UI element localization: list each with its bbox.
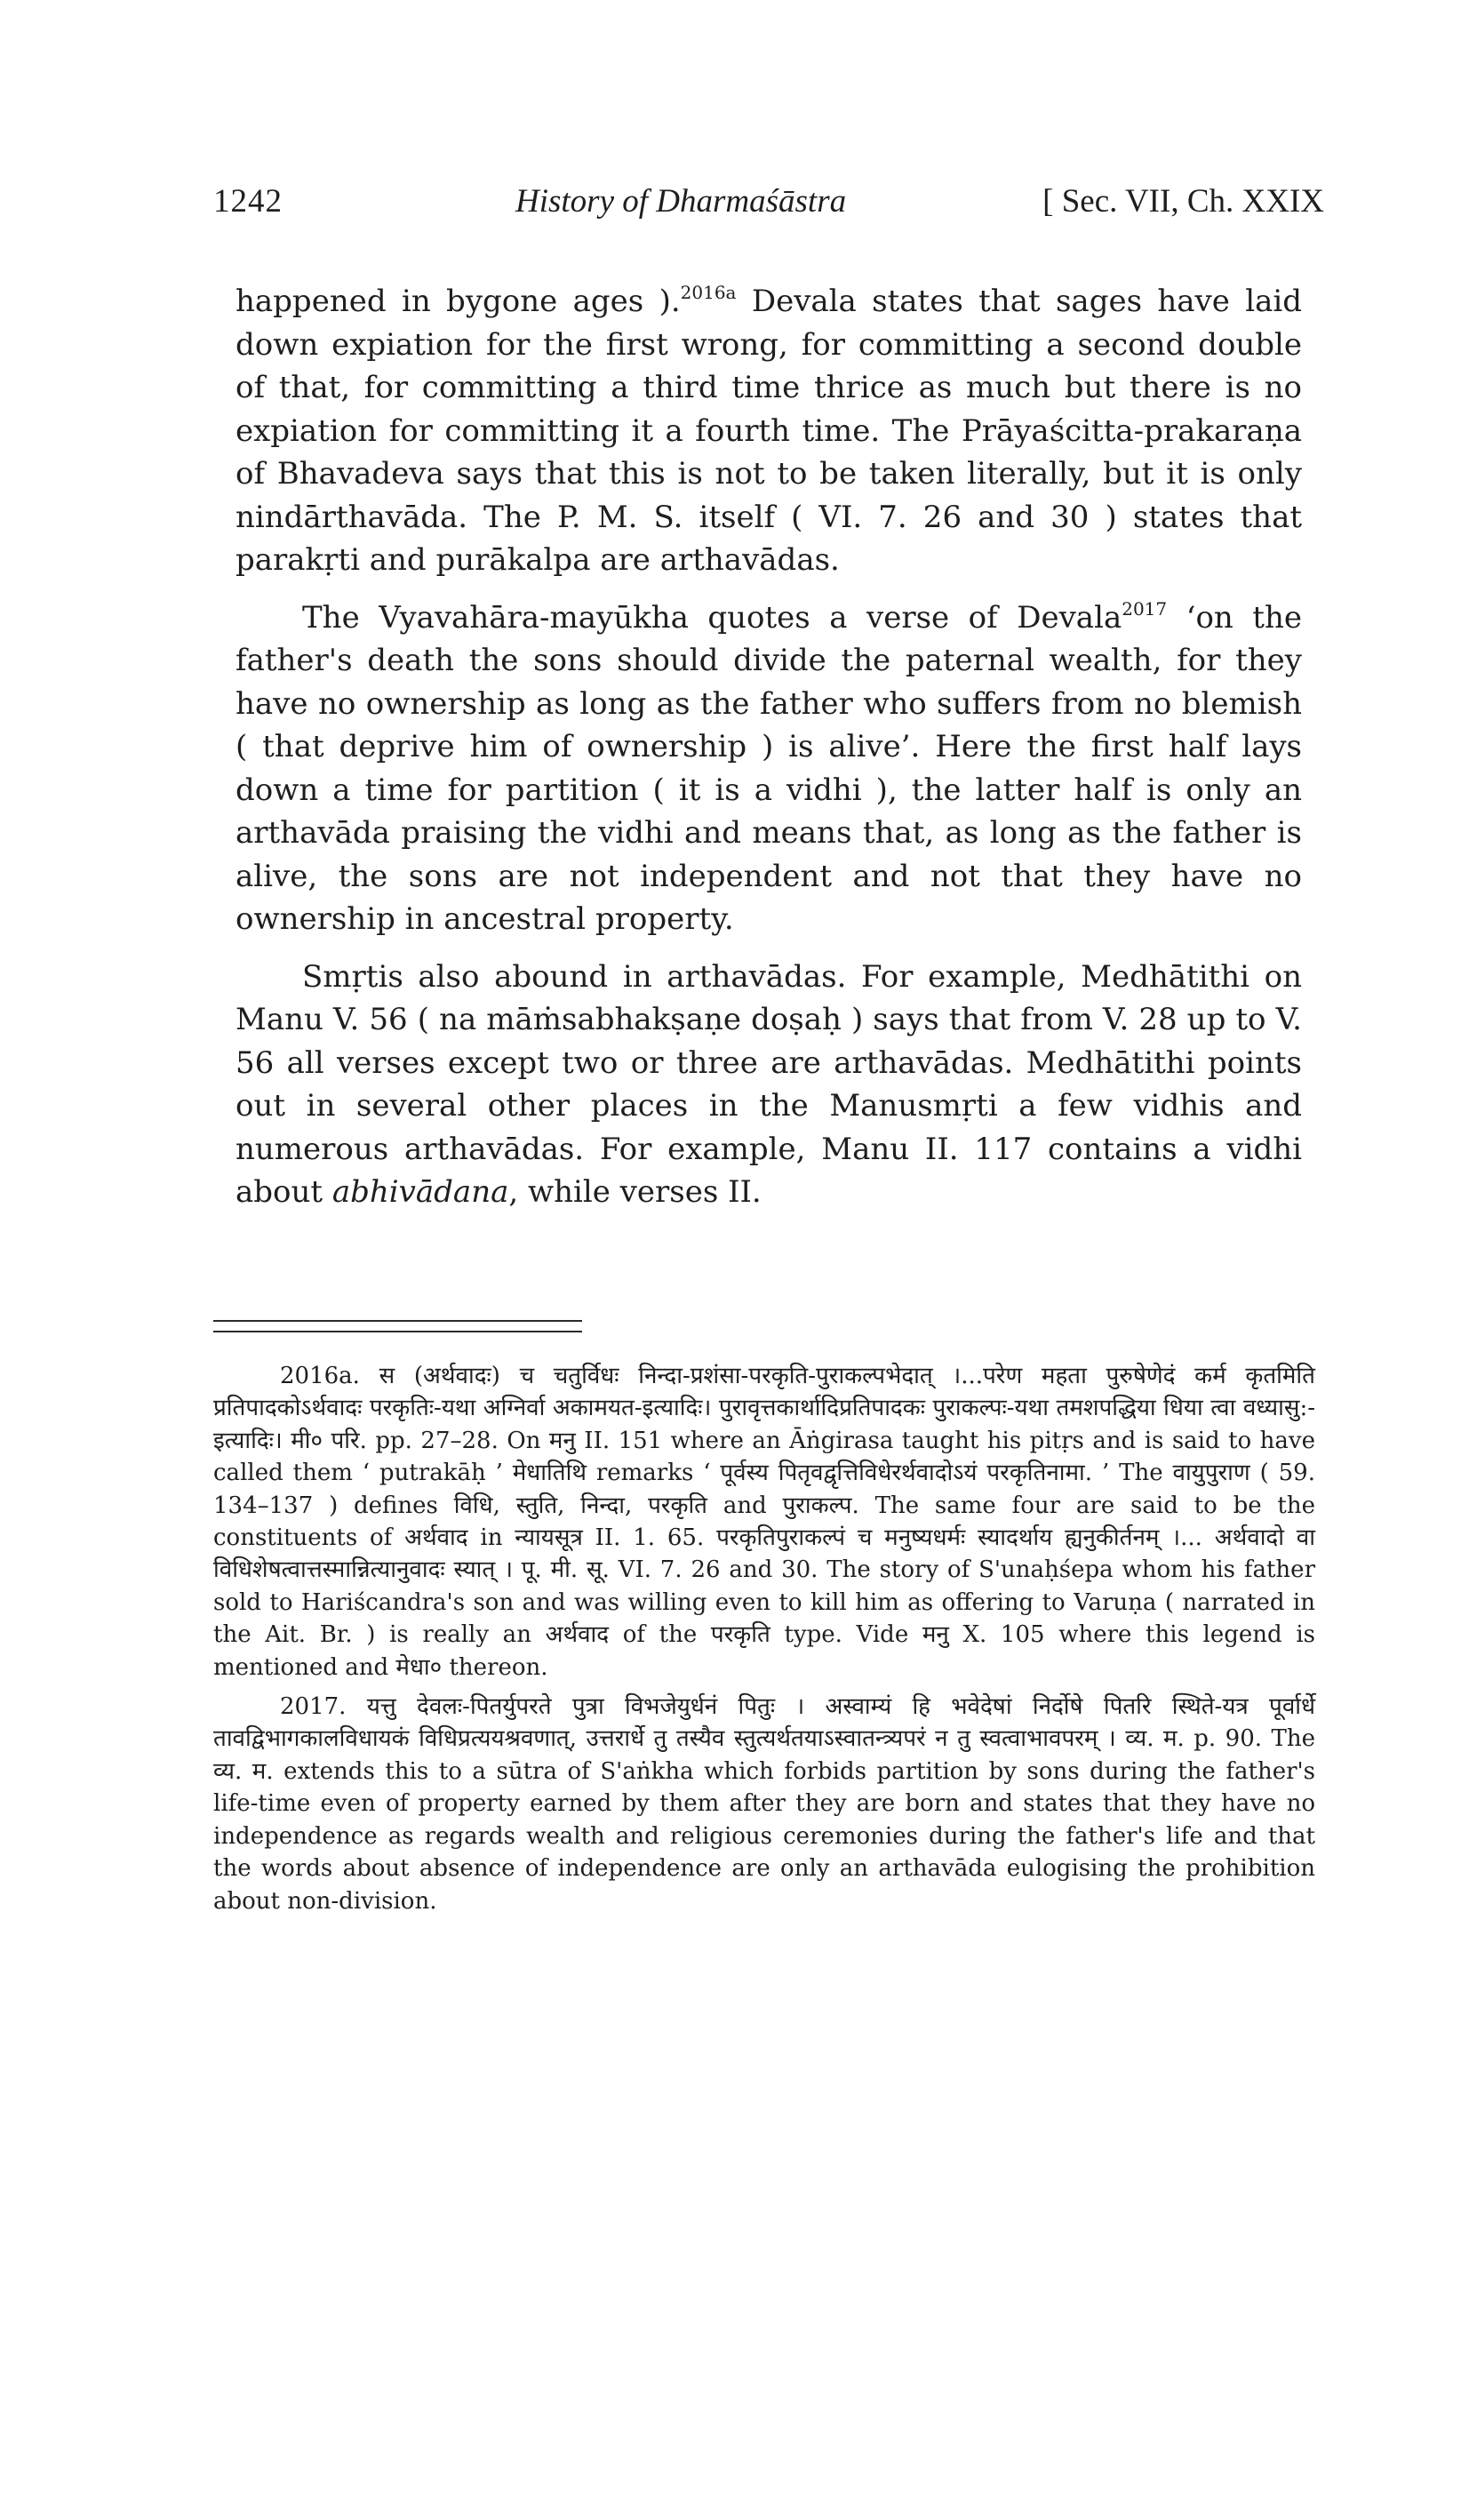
paragraph-1-text-a: happened in bygone ages ). [236,284,681,319]
book-title: History of Dharmaśāstra [515,183,847,220]
paragraph-3 [236,956,1302,1214]
paragraph-1-text-b: Devala states that sages have laid down expiation for the first wrong, for committing a second double of that, for committing a third time thrice as much but there is no expiation for committing it a fourth time. The Prāyaścitta-prakaraṇa of Bhavadeva says that this is not to be taken literally, but it is only nindārthavāda. The P. M. S. itself ( VI. 7. 26 and 30 ) states that parakṛti and purākalpa are arthavādas. [236,284,1302,578]
section-reference: [ Sec. VII, Ch. XXIX [1042,183,1324,220]
footnote-divider-top [213,1320,582,1322]
paragraph-3-text-a: Smṛtis also abound in arthavādas. For example, Medhātithi on Manu V. 56 ( na māṁsabhakṣaṇe doṣaḥ ) says that from V. 28 up to V. 56 all verses except two or three are arthavādas. Medhātithi points out in several other places in the Manusmṛti a few vidhis and numerous arthavādas. For example, Manu II. 117 contains a vidhi about [236,958,1302,1210]
main-text [236,280,1302,1214]
footnote-ref-2017: 2017 [1122,597,1168,620]
paragraph-2-text-b: ‘on the father's death the sons should divide the paternal wealth, for they have no ownership as long as the father who suffers from no blemish ( that deprive him of ownership ) is alive’. Here the first half lays down a time for partition ( it is a vidhi ), the latter half is only an arthavāda praising the vidhi and means that, as long as the father is alive, the sons are not independent and not that they have no ownership in ancestral property. [236,599,1302,937]
footnote-2016a: 2016a. स (अर्थवादः) च चतुर्विधः निन्दा-प्रशंसा-परकृति-पुराकल्पभेदात् ।...परेण महता पुरुषेणेदं कर्म कृतमिति प्रतिपादकोऽर्थवादः परकृतिः-यथा अग्निर्वा अकामयत-इत्यादिः। पुरावृत्तकार्थादिप्रतिपादकः पुराकल्पः-यथा तमशपद्धिया धिया त्वा वध्यासु:-इत्यादिः। मी० परि. pp. 27–28. On मनु II. 151 where an Āṅgirasa taught his pitṛs and is said to have called them ‘ putrakāḥ ’ मेधातिथि remarks ‘ पूर्वस्य पितृवद्वृत्तिविधेरर्थवादोऽयं परकृतिनामा. ’ The वायुपुराण ( 59. 134–137 ) defines विधि, स्तुति, निन्दा, परकृति and पुराकल्प. The same four are said to be the constituents of अर्थवाद in न्यायसूत्र II. 1. 65. परकृतिपुराकल्पं च मनुष्यधर्मः स्यादर्थाय ह्यनुकीर्तनम् ।... अर्थवादो वा विधिशेषत्वात्तस्मान्नित्यानुवादः स्यात् । पू. मी. सू. VI. 7. 26 and 30. The story of S'unaḥśepa whom his father sold to Hariścandra's son and was willing even to kill him as offering to Varuṇa ( narrated in the Ait. Br. ) is really an अर्थवाद of the परकृति type. Vide मनु X. 105 where this legend is mentioned and मेधा० thereon. [213,1363,1315,1681]
footnotes [213,1360,1315,1917]
paragraph-1 [236,280,1302,582]
footnote-divider-bottom [213,1331,582,1332]
footnote-2017: 2017. यत्तु देवलः-पितर्युपरते पुत्रा विभजेयुर्धनं पितुः । अस्वाम्यं हि भवेदेषां निर्दोषे पितरि स्थिते-यत्र पूर्वार्धे तावद्विभागकालविधायकं विधिप्रत्ययश्रवणात्, उत्तरार्धे तु तस्यैव स्तुत्यर्थतयाऽस्वातन्त्र्यपरं न तु स्वत्वाभावपरम् । व्य. म. p. 90. The व्य. म. extends this to a sūtra of S'aṅkha which forbids partition by sons during the father's life-time even of property earned by them after they are born and states that they have no independence as regards wealth and religious ceremonies during the father's life and that the words about absence of independence are only an arthavāda eulogising the prohibition about non-division. [213,1693,1315,1915]
paragraph-3-italic-term: abhivādana [331,1174,509,1210]
paragraph-3-text-b: , while verses II. [508,1174,762,1210]
running-header [213,182,1324,236]
paragraph-2-text-a: The Vyavahāra-mayūkha quotes a verse of Devala [302,599,1122,636]
paragraph-2 [236,596,1302,941]
footnote-ref-2016a: 2016a [680,282,737,303]
page-number: 1242 [213,183,283,220]
